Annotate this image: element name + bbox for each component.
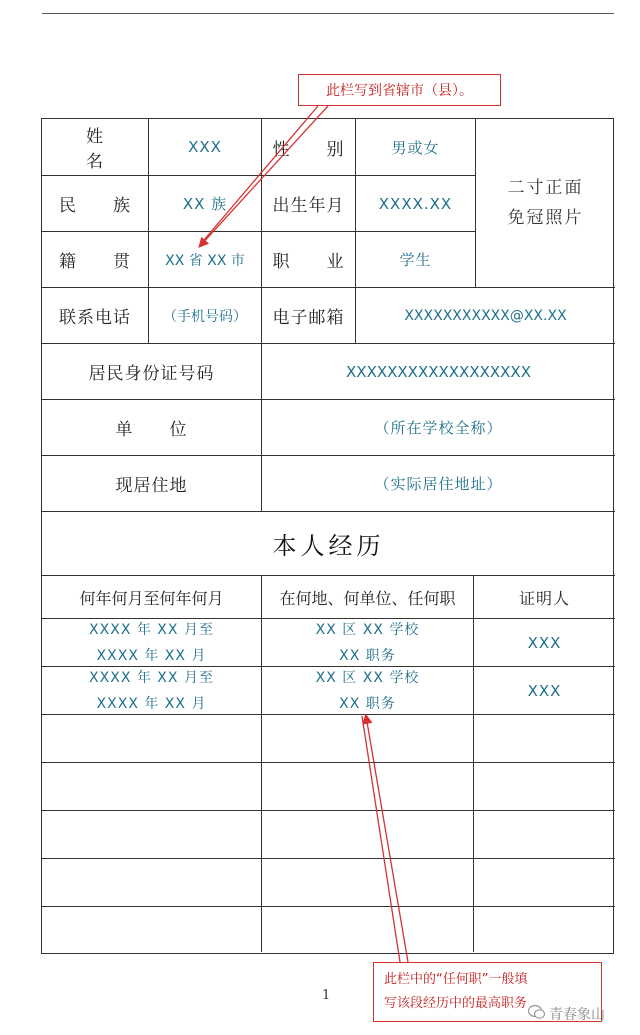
photo-placeholder[interactable]: 二寸正面 免冠照片	[476, 119, 615, 288]
empty-witness-3[interactable]	[474, 811, 615, 859]
address-label: 现居住地	[42, 456, 262, 512]
empty-witness-5[interactable]	[474, 907, 615, 952]
phone-value[interactable]: （手机号码）	[149, 288, 262, 344]
empty-place-2[interactable]	[262, 763, 474, 811]
gender-label: 性 别	[262, 119, 356, 176]
header-rule	[42, 13, 614, 14]
birth-label: 出生年月	[262, 176, 356, 232]
empty-place-4[interactable]	[262, 859, 474, 907]
entry-1-period[interactable]: XXXX 年 XX 月至 XXXX 年 XX 月	[42, 619, 262, 667]
empty-place-5[interactable]	[262, 907, 474, 952]
entry-2-period[interactable]: XXXX 年 XX 月至 XXXX 年 XX 月	[42, 667, 262, 715]
empty-period-3[interactable]	[42, 811, 262, 859]
name-label: 姓 名	[42, 119, 149, 176]
unit-label: 单 位	[42, 400, 262, 456]
entry-1-witness[interactable]: XXX	[474, 619, 615, 667]
entry-2-place[interactable]: XX 区 XX 学校 XX 职务	[262, 667, 474, 715]
header-witness: 证明人	[474, 576, 615, 619]
page-number: 1	[322, 988, 331, 1003]
email-value[interactable]: XXXXXXXXXXX@XX.XX	[356, 288, 615, 344]
empty-period-4[interactable]	[42, 859, 262, 907]
empty-place-3[interactable]	[262, 811, 474, 859]
origin-callout: 此栏写到省辖市（县）。	[298, 74, 501, 106]
ethnicity-label: 民 族	[42, 176, 149, 232]
address-value[interactable]: （实际居住地址）	[262, 456, 615, 512]
email-label: 电子邮箱	[262, 288, 356, 344]
id-number-value[interactable]: XXXXXXXXXXXXXXXXXX	[262, 344, 615, 400]
unit-value[interactable]: （所在学校全称）	[262, 400, 615, 456]
empty-period-5[interactable]	[42, 907, 262, 952]
phone-label: 联系电话	[42, 288, 149, 344]
id-number-label: 居民身份证号码	[42, 344, 262, 400]
name-value[interactable]: XXX	[149, 119, 262, 176]
gender-value[interactable]: 男或女	[356, 119, 476, 176]
empty-witness-1[interactable]	[474, 715, 615, 763]
wechat-icon	[528, 1004, 546, 1024]
empty-witness-2[interactable]	[474, 763, 615, 811]
empty-period-1[interactable]	[42, 715, 262, 763]
header-place: 在何地、何单位、任何职	[262, 576, 474, 619]
section-title: 本人经历	[42, 512, 615, 576]
header-period: 何年何月至何年何月	[42, 576, 262, 619]
entry-2-witness[interactable]: XXX	[474, 667, 615, 715]
occupation-value[interactable]: 学生	[356, 232, 476, 288]
position-callout: 此栏中的“任何职”一般填 写该段经历中的最高职务	[373, 962, 602, 1022]
empty-period-2[interactable]	[42, 763, 262, 811]
registration-form	[41, 118, 614, 954]
watermark: 青春象山	[528, 1004, 605, 1024]
ethnicity-value[interactable]: XX 族	[149, 176, 262, 232]
origin-value[interactable]: XX 省 XX 市	[149, 232, 262, 288]
origin-label: 籍 贯	[42, 232, 149, 288]
empty-witness-4[interactable]	[474, 859, 615, 907]
birth-value[interactable]: XXXX.XX	[356, 176, 476, 232]
occupation-label: 职 业	[262, 232, 356, 288]
entry-1-place[interactable]: XX 区 XX 学校 XX 职务	[262, 619, 474, 667]
empty-place-1[interactable]	[262, 715, 474, 763]
